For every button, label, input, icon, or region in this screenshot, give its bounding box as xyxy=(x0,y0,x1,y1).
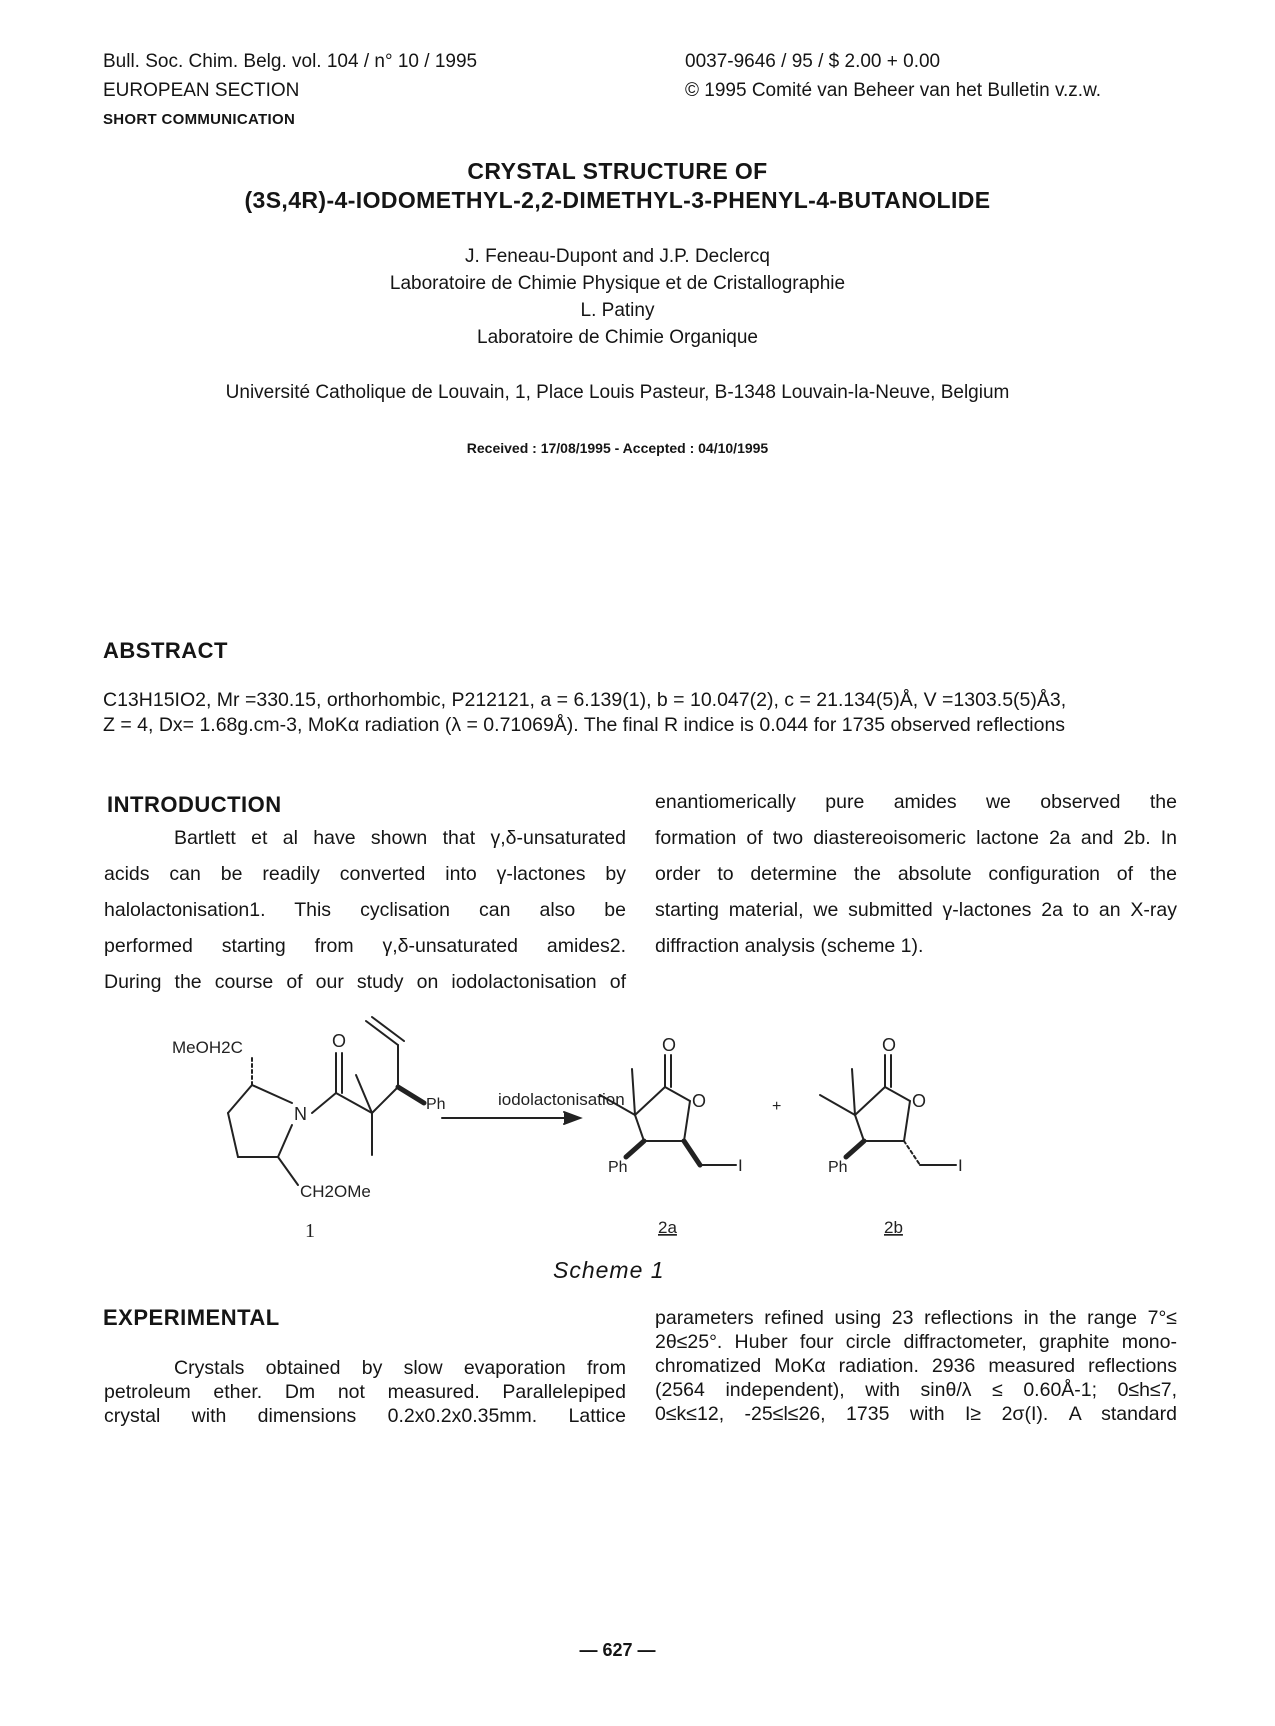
intro-left-line-4: performed starting from γ,δ-unsaturated amides2. xyxy=(104,935,626,957)
atom-o-carbonyl-2b: O xyxy=(882,1035,897,1055)
bond-ring-2 xyxy=(278,1125,292,1157)
intro-left-line-3: halolactonisation1. This cyclisation can also be xyxy=(104,899,626,921)
copyright-notice: © 1995 Comité van Beheer van het Bulletin v.z.w. xyxy=(685,80,1102,101)
atom-o-ring-2b: O xyxy=(912,1091,927,1111)
issn-price: 0037-9646 / 95 / $ 2.00 + 0.00 xyxy=(685,51,941,72)
bond-cquat-chv xyxy=(372,1087,398,1113)
author-names-1: J. Feneau-Dupont and J.P. Declercq xyxy=(465,246,770,267)
bond-wedge-ph xyxy=(398,1087,424,1103)
bond-2a-1 xyxy=(635,1087,665,1115)
exp-right-line-3: chromatized MoKα radiation. 2936 measured reflections xyxy=(655,1355,1177,1377)
exp-left-line-1: Crystals obtained by slow evaporation from xyxy=(174,1357,626,1379)
affiliation-lab-1: Laboratoire de Chimie Physique et de Cristallographie xyxy=(389,273,846,294)
bond-2a-2 xyxy=(665,1087,690,1101)
journal-section: EUROPEAN SECTION xyxy=(103,80,300,101)
plus-sign: + xyxy=(772,1098,782,1115)
bond-2b-me1 xyxy=(820,1095,855,1115)
atom-i-2b: I xyxy=(958,1156,963,1175)
introduction-heading: INTRODUCTION xyxy=(107,792,282,817)
experimental-right-column xyxy=(655,1306,1177,1426)
exp-right-line-4: (2564 independent), with sinθ/λ ≤ 0.60Å-1; 0≤h≤7, xyxy=(655,1379,1177,1401)
affiliation-lab-2: Laboratoire de Chimie Organique xyxy=(477,327,758,348)
title-line-1: CRYSTAL STRUCTURE OF xyxy=(467,158,768,184)
exp-right-line-1: parameters refined using 23 reflections in the range 7°≤ xyxy=(655,1307,1177,1329)
bond-c-cquat xyxy=(336,1093,372,1113)
received-accepted-dates: Received : 17/08/1995 - Accepted : 04/10/1995 xyxy=(466,440,769,456)
bond-ring-4 xyxy=(228,1113,238,1157)
atom-meoh2c: MeOH2C xyxy=(172,1038,243,1057)
bond-2a-3 xyxy=(684,1101,690,1141)
exp-right-line-2: 2θ≤25°. Huber four circle diffractometer, graphite mono- xyxy=(655,1331,1177,1353)
bond-n-carbonyl xyxy=(312,1093,336,1113)
atom-ch2ome: CH2OMe xyxy=(300,1182,371,1201)
intro-right-line-4: starting material, we submitted γ-lactones 2a to an X-ray xyxy=(655,899,1177,921)
reaction-arrow-head xyxy=(564,1112,580,1124)
arrow-label: iodolactonisation xyxy=(498,1090,625,1109)
abstract-text xyxy=(103,688,1178,738)
title-line-2: (3S,4R)-4-IODOMETHYL-2,2-DIMETHYL-3-PHENYL-4-BUTANOLIDE xyxy=(244,187,991,213)
atom-ph-2b: Ph xyxy=(828,1159,848,1176)
abstract-line-2: Z = 4, Dx= 1.68g.cm-3, MoKα radiation (λ = 0.71069Å). The final R indice is 0.044 for 1735 observed reflections xyxy=(103,714,1066,736)
compound-label-1: 1 xyxy=(305,1220,315,1242)
bond-2b-wedge-ph xyxy=(846,1141,864,1157)
atom-i-2a: I xyxy=(738,1156,743,1175)
introduction-left-column xyxy=(104,820,626,1000)
journal-citation: Bull. Soc. Chim. Belg. vol. 104 / n° 10 / 1995 xyxy=(103,51,478,72)
bond-2b-hash-ch2 xyxy=(904,1141,920,1165)
atom-n: N xyxy=(294,1104,307,1124)
introduction-right-column xyxy=(655,784,1177,964)
author-names-2: L. Patiny xyxy=(580,300,655,321)
exp-right-line-5: 0≤k≤12, -25≤l≤26, 1735 with I≥ 2σ(I). A standard xyxy=(655,1403,1177,1425)
intro-left-line-2: acids can be readily converted into γ-lactones by xyxy=(104,863,626,885)
exp-left-line-2: petroleum ether. Dm not measured. Parallelepiped xyxy=(104,1381,626,1403)
atom-o-carbonyl-2a: O xyxy=(662,1035,677,1055)
intro-right-line-3: order to determine the absolute configuration of the xyxy=(655,863,1177,885)
intro-right-line-1: enantiomerically pure amides we observed the xyxy=(655,791,1177,813)
atom-ph-1: Ph xyxy=(426,1096,446,1113)
experimental-heading: EXPERIMENTAL xyxy=(103,1305,280,1330)
experimental-left-column xyxy=(104,1356,626,1428)
bond-ch2ome xyxy=(278,1157,298,1185)
abstract-line-1: C13H15IO2, Mr =330.15, orthorhombic, P212121, a = 6.139(1), b = 10.047(2), c = 21.134(5)Å, V =1303.5(5)Å3, xyxy=(103,689,1067,711)
intro-right-line-5: diffraction analysis (scheme 1). xyxy=(655,935,924,957)
bond-2b-3 xyxy=(904,1101,910,1141)
atom-o-ring-2a: O xyxy=(692,1091,707,1111)
exp-left-line-3: crystal with dimensions 0.2x0.2x0.35mm. Lattice xyxy=(104,1405,626,1427)
bond-2b-me2 xyxy=(852,1069,855,1115)
atom-ph-2a: Ph xyxy=(608,1159,628,1176)
bond-2b-2 xyxy=(885,1087,910,1101)
intro-right-line-2: formation of two diastereoisomeric lactone 2a and 2b. In xyxy=(655,827,1177,849)
bond-2a-wedge-ph xyxy=(626,1141,644,1157)
intro-left-line-5: During the course of our study on iodolactonisation of xyxy=(104,971,626,993)
article-type: SHORT COMMUNICATION xyxy=(103,111,296,128)
page-number: — 627 — xyxy=(579,1640,656,1660)
atom-o-amide: O xyxy=(332,1031,347,1051)
bond-methyl-1b xyxy=(356,1075,372,1113)
reaction-scheme xyxy=(160,1005,1110,1245)
bond-ring-1 xyxy=(252,1085,292,1103)
bond-2b-1 xyxy=(855,1087,885,1115)
bond-2a-wedge-ch2 xyxy=(684,1141,700,1165)
bond-ring-5 xyxy=(228,1085,252,1113)
bond-2a-5 xyxy=(635,1115,644,1141)
compound-label-2a: 2a xyxy=(658,1218,677,1237)
bond-2b-5 xyxy=(855,1115,864,1141)
bond-2a-me2 xyxy=(632,1069,635,1115)
scheme-caption: Scheme 1 xyxy=(553,1257,665,1283)
compound-label-2b: 2b xyxy=(884,1218,903,1237)
affiliation-address: Université Catholique de Louvain, 1, Place Louis Pasteur, B-1348 Louvain-la-Neuve, Belgium xyxy=(225,382,1010,403)
intro-left-line-1: Bartlett et al have shown that γ,δ-unsaturated xyxy=(174,827,626,849)
abstract-heading: ABSTRACT xyxy=(103,638,228,663)
